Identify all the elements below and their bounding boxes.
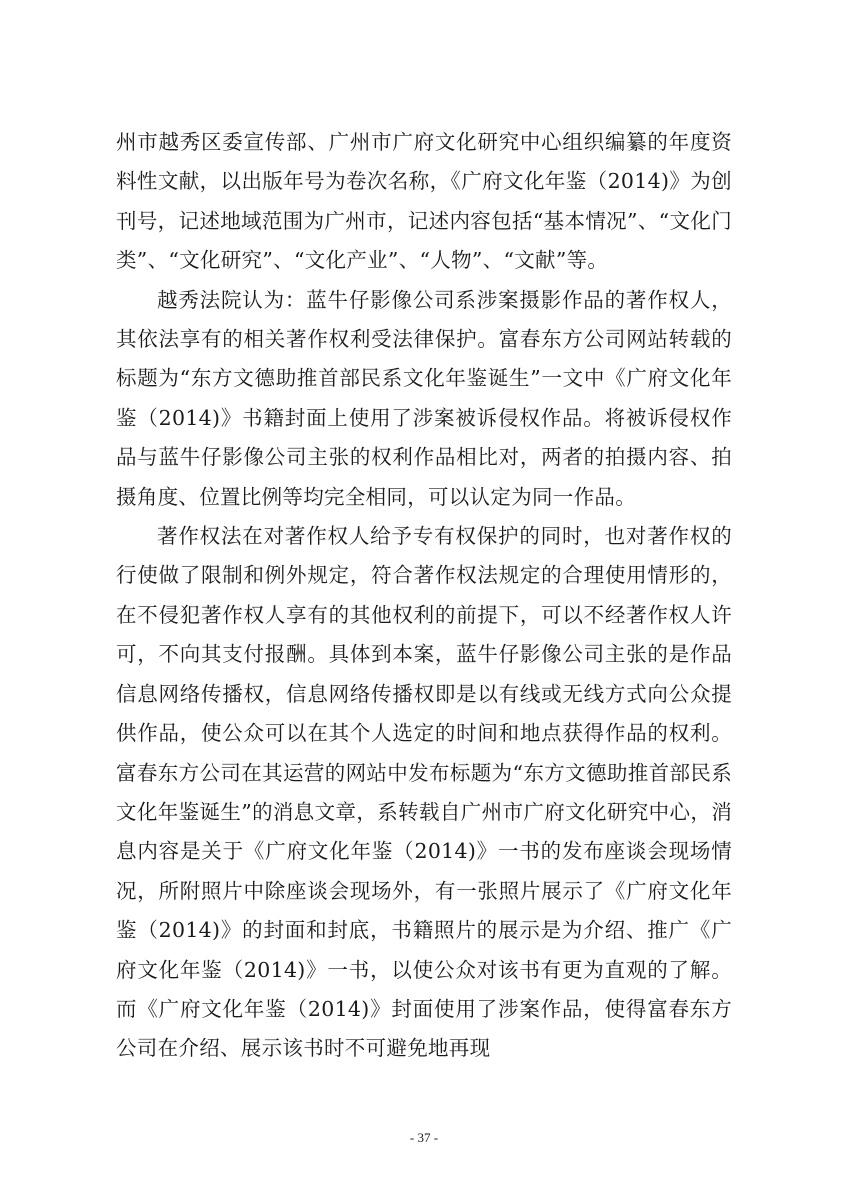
page-number: - 37 - xyxy=(409,1130,439,1145)
paragraph-2: 越秀法院认为：蓝牛仔影像公司系涉案摄影作品的著作权人，其依法享有的相关著作权利受法律保护。富春东方公司网站转载的标题为“东方文德助推首部民系文化年鉴诞生”一文中《广府文化年鉴（2014)》书籍封面上使用了涉案被诉侵权作品。将被诉侵权作品与蓝牛仔影像公司主张的权利作品相比对，两者的拍摄内容、拍摄角度、位置比例等均完全相同，可以认定为同一作品。 xyxy=(116,287,732,509)
paragraph-1: 州市越秀区委宣传部、广州市广府文化研究中心组织编纂的年度资料性文献，以出版年号为卷次名称，《广府文化年鉴（2014)》为创刊号，记述地域范围为广州市，记述内容包括“基本情况”、“文化门类”、“文化研究”、“文化产业”、“人物”、“文献”等。 xyxy=(116,130,732,273)
body-text xyxy=(116,123,732,1069)
paragraph-3: 著作权法在对著作权人给予专有权保护的同时，也对著作权的行使做了限制和例外规定，符合著作权法规定的合理使用情形的，在不侵犯著作权人享有的其他权利的前提下，可以不经著作权人许可，不向其支付报酬。具体到本案，蓝牛仔影像公司主张的是作品信息网络传播权，信息网络传播权即是以有线或无线方式向公众提供作品，使公众可以在其个人选定的时间和地点获得作品的权利。富春东方公司在其运营的网站中发布标题为“东方文德助推首部民系文化年鉴诞生”的消息文章，系转载自广州市广府文化研究中心，消息内容是关于《广府文化年鉴（2014)》一书的发布座谈会现场情况，所附照片中除座谈会现场外，有一张照片展示了《广府文化年鉴（2014)》的封面和封底，书籍照片的展示是为介绍、推广《广府文化年鉴（2014)》一书，以使公众对该书有更为直观的了解。而《广府文化年鉴（2014)》封面使用了涉案作品，使得富春东方公司在介绍、展示该书时不可避免地再现 xyxy=(116,524,732,1061)
